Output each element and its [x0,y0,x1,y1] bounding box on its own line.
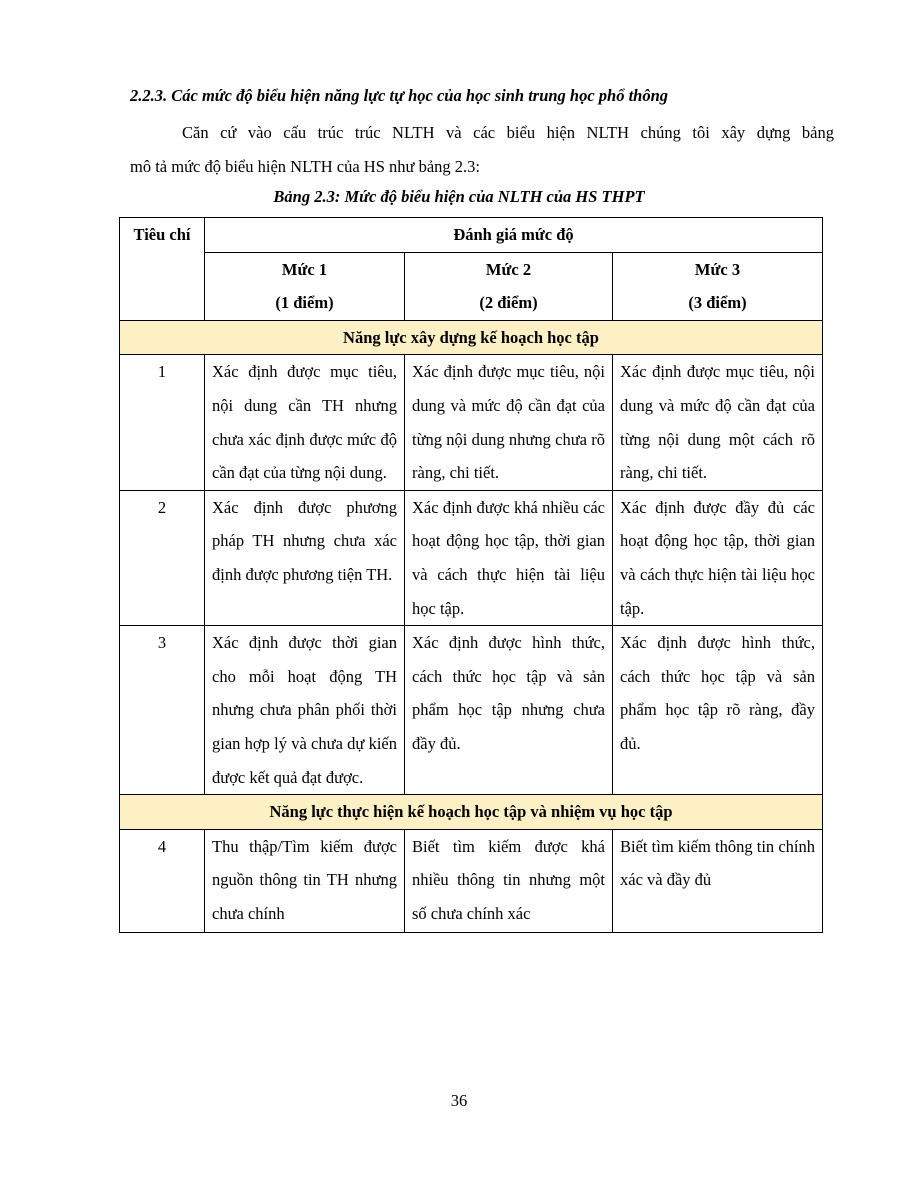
level-1-cell: Xác định được phương pháp TH nhưng chưa xác định được phương tiện TH. [205,490,405,625]
level-1-points: (1 điểm) [275,293,334,313]
level-1-cell: Thu thập/Tìm kiếm được nguồn thông tin TH nhưng chưa chính [205,829,405,932]
section-row-implementation [120,795,823,830]
table-caption: Bảng 2.3: Mức độ biểu hiện của NLTH của HS THPT [273,187,645,206]
table-row [120,626,823,795]
table-row [120,490,823,625]
level-1-header [205,252,405,320]
section-heading: 2.2.3. Các mức độ biểu hiện năng lực tự học của học sinh trung học phổ thông [130,86,669,105]
level-3-cell: Xác định được mục tiêu, nội dung và mức độ cần đạt của từng nội dung một cách rõ ràng, chi tiết. [613,355,823,490]
level-2-cell: Xác định được mục tiêu, nội dung và mức độ cần đạt của từng nội dung nhưng chưa rõ ràng, chi tiết. [405,355,613,490]
table-row [120,355,823,490]
section-row-planning [120,320,823,355]
intro-paragraph-line-1: Căn cứ vào cấu trúc trúc NLTH và các biểu hiện NLTH chúng tôi xây dựng bảng [182,123,834,142]
level-3-points: (3 điểm) [688,293,747,313]
criterion-id: 4 [120,829,205,932]
level-1-cell: Xác định được mục tiêu, nội dung cần TH nhưng chưa xác định được mức độ cần đạt của từng nội dung. [205,355,405,490]
level-2-name: Mức 2 [485,259,532,279]
level-3-cell: Biết tìm kiếm thông tin chính xác và đầy đủ [613,829,823,932]
section-title: Năng lực xây dựng kế hoạch học tập [120,320,823,355]
level-header-row [120,252,823,320]
intro-paragraph-line-2: mô tả mức độ biểu hiện NLTH của HS như bảng 2.3: [130,157,480,176]
level-2-cell: Xác định được khá nhiều các hoạt động học tập, thời gian và cách thực hiện tài liệu học tập. [405,490,613,625]
level-2-cell: Xác định được hình thức, cách thức học tập và sản phẩm học tập nhưng chưa đầy đủ. [405,626,613,795]
criterion-id: 1 [120,355,205,490]
level-3-name: Mức 3 [694,259,741,279]
level-1-name: Mức 1 [281,259,328,279]
level-2-points: (2 điểm) [479,293,538,313]
criterion-header: Tiêu chí [120,218,205,321]
intro-paragraph [130,116,834,184]
page-number: 36 [450,1091,468,1110]
level-1-cell: Xác định được thời gian cho mỗi hoạt động TH nhưng chưa phân phối thời gian hợp lý và chưa dự kiến được kết quả đạt được. [205,626,405,795]
criterion-id: 3 [120,626,205,795]
level-2-header [405,252,613,320]
table-row [120,829,823,932]
criterion-id: 2 [120,490,205,625]
competency-levels-table [119,217,823,933]
level-3-header [613,252,823,320]
table-header-row [120,218,823,253]
level-2-cell: Biết tìm kiếm được khá nhiều thông tin nhưng một số chưa chính xác [405,829,613,932]
level-3-cell: Xác định được đầy đủ các hoạt động học tập, thời gian và cách thực hiện tài liệu học tập. [613,490,823,625]
level-3-cell: Xác định được hình thức, cách thức học tập và sản phẩm học tập rõ ràng, đầy đủ. [613,626,823,795]
section-title: Năng lực thực hiện kế hoạch học tập và nhiệm vụ học tập [120,795,823,830]
evaluation-header: Đánh giá mức độ [205,218,823,253]
